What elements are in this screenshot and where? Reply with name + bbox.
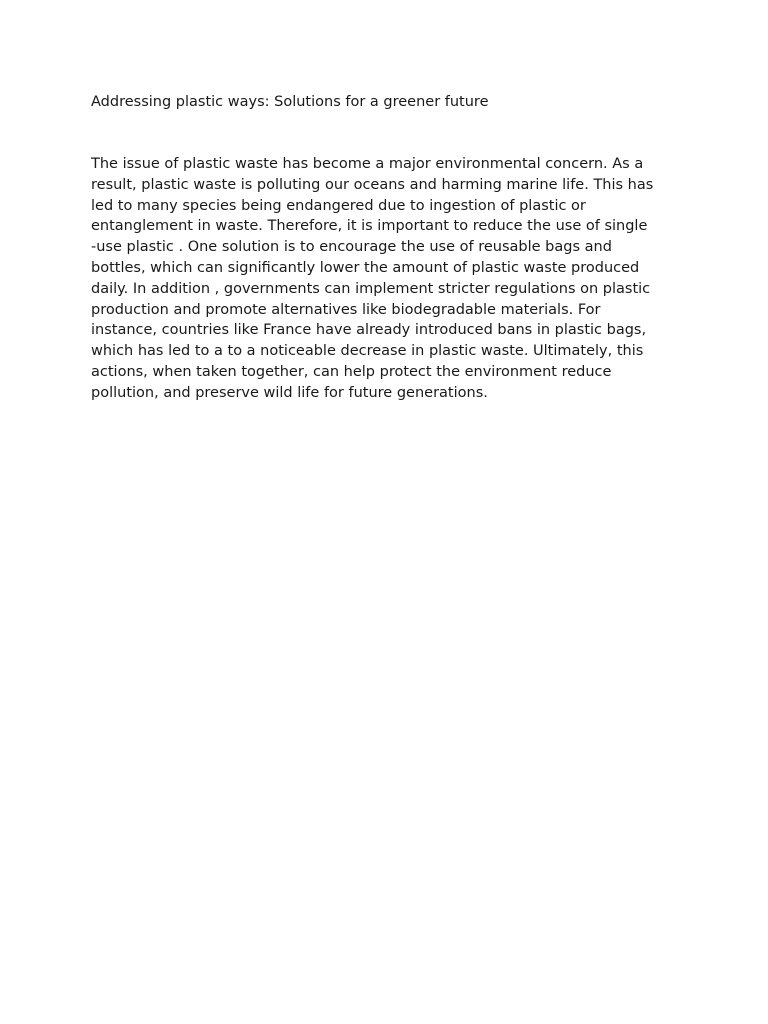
body-line: actions, when taken together, can help protect the environment reduce bbox=[91, 363, 612, 380]
document-title: Addressing plastic ways: Solutions for a greener future bbox=[91, 94, 489, 110]
body-line: which has led to a to a noticeable decrease in plastic waste. Ultimately, this bbox=[91, 343, 644, 360]
body-line: pollution, and preserve wild life for future generations. bbox=[91, 384, 488, 401]
body-line: production and promote alternatives like biodegradable materials. For bbox=[91, 301, 601, 318]
body-line: entanglement in waste. Therefore, it is important to reduce the use of single bbox=[91, 218, 648, 235]
document-body bbox=[91, 154, 691, 404]
body-line: bottles, which can significantly lower the amount of plastic waste produced bbox=[91, 259, 640, 276]
body-line: The issue of plastic waste has become a major environmental concern. As a bbox=[91, 156, 644, 172]
body-line: instance, countries like France have already introduced bans in plastic bags, bbox=[91, 322, 647, 339]
body-line: result, plastic waste is polluting our oceans and harming marine life. This has bbox=[91, 176, 654, 193]
body-line: daily. In addition , governments can implement stricter regulations on plastic bbox=[91, 280, 651, 297]
body-line: led to many species being endangered due to ingestion of plastic or bbox=[91, 197, 586, 214]
body-line: -use plastic . One solution is to encourage the use of reusable bags and bbox=[91, 239, 612, 256]
